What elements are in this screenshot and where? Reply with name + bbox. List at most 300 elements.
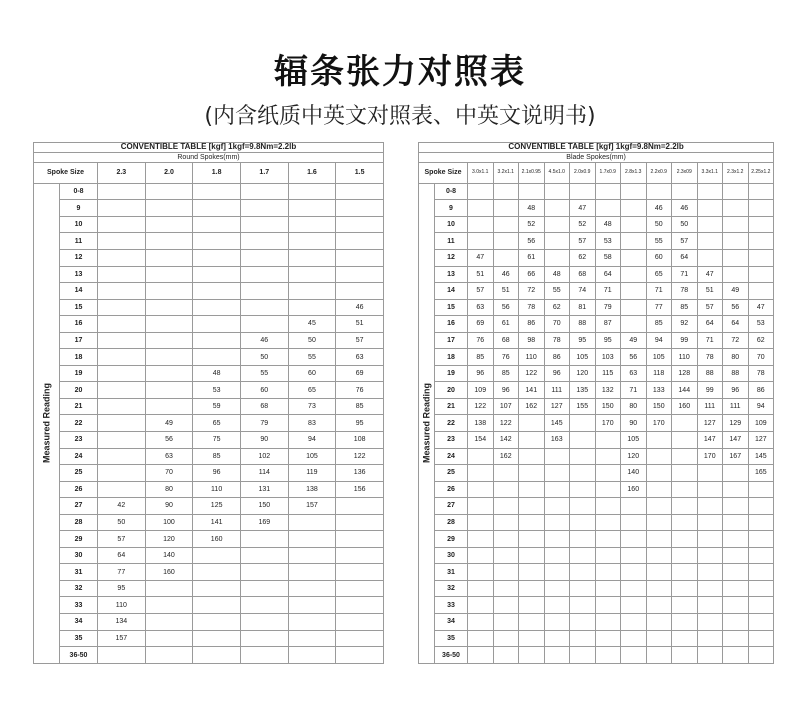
- tension-cell: [621, 283, 647, 300]
- tension-cell: 65: [646, 266, 672, 283]
- tension-cell: 50: [240, 349, 288, 366]
- tension-cell: 167: [723, 448, 749, 465]
- tension-cell: [544, 547, 570, 564]
- tension-cell: [570, 465, 596, 482]
- tension-cell: [621, 498, 647, 515]
- tension-cell: 170: [646, 415, 672, 432]
- tension-cell: [493, 547, 519, 564]
- tension-cell: [468, 498, 494, 515]
- tension-cell: [621, 514, 647, 531]
- tension-cell: 48: [544, 266, 570, 283]
- reading-value: 12: [60, 250, 98, 267]
- tension-cell: [723, 233, 749, 250]
- tension-cell: [98, 415, 146, 432]
- tension-cell: 94: [748, 398, 774, 415]
- tension-cell: [748, 564, 774, 581]
- tension-cell: 56: [493, 299, 519, 316]
- tension-cell: 64: [672, 250, 698, 267]
- tension-cell: 61: [519, 250, 545, 267]
- tension-cell: 51: [468, 266, 494, 283]
- tension-cell: 49: [145, 415, 193, 432]
- tension-cell: 145: [748, 448, 774, 465]
- tension-cell: [240, 200, 288, 217]
- tension-cell: [98, 332, 146, 349]
- tension-cell: [697, 547, 723, 564]
- tension-cell: [98, 398, 146, 415]
- table-row: [419, 415, 774, 432]
- tension-cell: [336, 580, 384, 597]
- tension-cell: [336, 216, 384, 233]
- table-row: [419, 266, 774, 283]
- tension-cell: [697, 614, 723, 631]
- tension-cell: [723, 630, 749, 647]
- table-row: [419, 432, 774, 449]
- reading-value: 13: [435, 266, 468, 283]
- tension-cell: [336, 564, 384, 581]
- tension-cell: [570, 415, 596, 432]
- measured-reading-label: [34, 183, 60, 663]
- tension-cell: 145: [544, 415, 570, 432]
- tension-cell: 57: [570, 233, 596, 250]
- tension-cell: [288, 564, 336, 581]
- tension-cell: [193, 316, 241, 333]
- table-row: [419, 580, 774, 597]
- tension-cell: [748, 481, 774, 498]
- table-row: [34, 547, 384, 564]
- table-subheading: Blade Spokes(mm): [419, 152, 774, 162]
- tension-cell: 46: [336, 299, 384, 316]
- table-row: [419, 299, 774, 316]
- tension-cell: 57: [697, 299, 723, 316]
- tension-cell: [697, 481, 723, 498]
- tension-cell: 95: [570, 332, 596, 349]
- tension-cell: [288, 233, 336, 250]
- tension-cell: [748, 531, 774, 548]
- reading-value: 22: [435, 415, 468, 432]
- tension-cell: [723, 514, 749, 531]
- tension-cell: [493, 647, 519, 664]
- tension-cell: 70: [145, 465, 193, 482]
- reading-value: 36-50: [435, 647, 468, 664]
- tension-cell: [145, 580, 193, 597]
- table-row: [34, 498, 384, 515]
- tension-cell: 78: [697, 349, 723, 366]
- tension-cell: [748, 580, 774, 597]
- tension-cell: 90: [621, 415, 647, 432]
- tension-cell: 64: [697, 316, 723, 333]
- tension-cell: [336, 531, 384, 548]
- reading-value: 19: [60, 365, 98, 382]
- table-row: [34, 630, 384, 647]
- tension-cell: [646, 547, 672, 564]
- tension-cell: [336, 647, 384, 664]
- tension-cell: [493, 498, 519, 515]
- reading-value: 32: [435, 580, 468, 597]
- reading-value: 9: [60, 200, 98, 217]
- table-row: [34, 531, 384, 548]
- tension-cell: [288, 531, 336, 548]
- reading-value: 23: [435, 432, 468, 449]
- tension-cell: [288, 647, 336, 664]
- tension-cell: [336, 498, 384, 515]
- tension-cell: 80: [621, 398, 647, 415]
- tension-cell: 96: [723, 382, 749, 399]
- tension-cell: [570, 630, 596, 647]
- tension-cell: 47: [748, 299, 774, 316]
- tension-cell: 120: [570, 365, 596, 382]
- tension-cell: [697, 498, 723, 515]
- tension-cell: 51: [336, 316, 384, 333]
- tension-cell: 48: [193, 365, 241, 382]
- tension-cell: 85: [672, 299, 698, 316]
- tension-cell: [748, 547, 774, 564]
- reading-value: 11: [435, 233, 468, 250]
- tension-cell: [493, 481, 519, 498]
- tension-cell: 85: [336, 398, 384, 415]
- tension-cell: [672, 432, 698, 449]
- tension-cell: [98, 448, 146, 465]
- spoke-size-header: 4.5x1.0: [544, 162, 570, 183]
- reading-value: 11: [60, 233, 98, 250]
- spoke-size-header: 2.2x0.9: [646, 162, 672, 183]
- tension-cell: 150: [240, 498, 288, 515]
- tension-cell: [672, 415, 698, 432]
- tension-cell: 45: [288, 316, 336, 333]
- tension-cell: [288, 183, 336, 200]
- tension-cell: [595, 448, 621, 465]
- table-row: [419, 547, 774, 564]
- tension-cell: 46: [493, 266, 519, 283]
- tension-cell: [98, 200, 146, 217]
- tension-cell: [748, 216, 774, 233]
- tension-cell: [98, 233, 146, 250]
- tension-cell: [519, 514, 545, 531]
- table-row: [34, 597, 384, 614]
- tension-cell: [98, 647, 146, 664]
- tension-cell: [748, 200, 774, 217]
- tension-cell: 71: [697, 332, 723, 349]
- tension-cell: [544, 200, 570, 217]
- tension-cell: 64: [595, 266, 621, 283]
- tension-cell: [748, 283, 774, 300]
- table-row: [34, 299, 384, 316]
- tension-cell: [519, 465, 545, 482]
- tension-cell: [493, 200, 519, 217]
- tension-cell: [240, 531, 288, 548]
- spoke-size-header: 3.3x1.1: [697, 162, 723, 183]
- tension-cell: [672, 531, 698, 548]
- tension-cell: [723, 580, 749, 597]
- tension-cell: [646, 448, 672, 465]
- spoke-size-header: 2.3x09: [672, 162, 698, 183]
- tension-cell: [519, 547, 545, 564]
- tension-cell: [519, 183, 545, 200]
- tension-cell: 105: [570, 349, 596, 366]
- tension-cell: [145, 200, 193, 217]
- tension-cell: 86: [519, 316, 545, 333]
- table-subheading-row: [419, 152, 774, 162]
- tension-cell: [145, 349, 193, 366]
- table-heading: CONVENTIBLE TABLE [kgf] 1kgf=9.8Nm=2.2lb: [419, 143, 774, 153]
- tension-cell: 170: [595, 415, 621, 432]
- tension-cell: 154: [468, 432, 494, 449]
- table-row: [419, 448, 774, 465]
- tension-cell: 78: [544, 332, 570, 349]
- tension-cell: [595, 432, 621, 449]
- tension-cell: 114: [240, 465, 288, 482]
- tension-cell: [595, 514, 621, 531]
- table-row: [419, 614, 774, 631]
- tension-cell: [145, 365, 193, 382]
- spoke-size-header: 1.8: [193, 162, 241, 183]
- reading-value: 12: [435, 250, 468, 267]
- reading-value: 19: [435, 365, 468, 382]
- tension-cell: [621, 200, 647, 217]
- tension-cell: 96: [544, 365, 570, 382]
- tension-cell: 96: [193, 465, 241, 482]
- reading-value: 14: [435, 283, 468, 300]
- tension-cell: [468, 514, 494, 531]
- tension-cell: 122: [519, 365, 545, 382]
- table-row: [419, 216, 774, 233]
- tension-cell: 138: [468, 415, 494, 432]
- tension-cell: 156: [336, 481, 384, 498]
- tension-cell: 90: [240, 432, 288, 449]
- tension-cell: [544, 481, 570, 498]
- tension-cell: 50: [98, 514, 146, 531]
- tension-cell: 90: [145, 498, 193, 515]
- tension-cell: [98, 349, 146, 366]
- table-row: [34, 647, 384, 664]
- tension-cell: 48: [519, 200, 545, 217]
- tension-cell: [288, 597, 336, 614]
- table-row: [419, 481, 774, 498]
- tension-cell: 60: [646, 250, 672, 267]
- tension-cell: 169: [240, 514, 288, 531]
- tension-cell: [544, 531, 570, 548]
- tension-cell: [697, 465, 723, 482]
- tension-cell: 80: [145, 481, 193, 498]
- tension-cell: 63: [336, 349, 384, 366]
- table-row: [34, 332, 384, 349]
- tension-cell: 95: [98, 580, 146, 597]
- measured-reading-text: Measured Reading: [41, 383, 51, 464]
- tension-cell: 55: [288, 349, 336, 366]
- tension-cell: [544, 183, 570, 200]
- tension-cell: 109: [748, 415, 774, 432]
- tension-cell: 111: [723, 398, 749, 415]
- table-row: [419, 250, 774, 267]
- tension-cell: 107: [493, 398, 519, 415]
- tension-cell: 147: [723, 432, 749, 449]
- tension-cell: 59: [193, 398, 241, 415]
- tension-cell: [570, 183, 596, 200]
- tension-cell: 99: [672, 332, 698, 349]
- table-row: [34, 250, 384, 267]
- spoke-size-header: 2.25x1.2: [748, 162, 774, 183]
- tension-cell: 108: [336, 432, 384, 449]
- tension-cell: [145, 266, 193, 283]
- tension-cell: 83: [288, 415, 336, 432]
- tension-cell: [748, 630, 774, 647]
- table-row: [419, 382, 774, 399]
- table-row: [419, 465, 774, 482]
- tension-cell: 48: [595, 216, 621, 233]
- tension-cell: [519, 432, 545, 449]
- tension-cell: [595, 465, 621, 482]
- tension-cell: [468, 547, 494, 564]
- tension-cell: 94: [288, 432, 336, 449]
- tension-cell: [621, 580, 647, 597]
- tension-cell: 78: [672, 283, 698, 300]
- reading-value: 24: [60, 448, 98, 465]
- tension-cell: [748, 597, 774, 614]
- tension-cell: [193, 233, 241, 250]
- tension-cell: [240, 266, 288, 283]
- tension-cell: [468, 531, 494, 548]
- tension-cell: [145, 316, 193, 333]
- tension-cell: [621, 266, 647, 283]
- tension-cell: [468, 183, 494, 200]
- tension-cell: 155: [570, 398, 596, 415]
- tension-cell: [621, 647, 647, 664]
- tension-cell: 86: [748, 382, 774, 399]
- tension-cell: [98, 183, 146, 200]
- tension-cell: [544, 465, 570, 482]
- tension-cell: [697, 233, 723, 250]
- reading-value: 0-8: [60, 183, 98, 200]
- table-row: [34, 183, 384, 200]
- tension-cell: [697, 630, 723, 647]
- tension-cell: [193, 349, 241, 366]
- tension-cell: 165: [748, 465, 774, 482]
- tension-cell: [723, 216, 749, 233]
- reading-value: 25: [435, 465, 468, 482]
- tension-cell: [595, 580, 621, 597]
- tension-cell: 66: [519, 266, 545, 283]
- reading-value: 24: [435, 448, 468, 465]
- spoke-size-label: Spoke Size: [34, 162, 98, 183]
- tension-cell: [697, 564, 723, 581]
- tension-cell: 69: [468, 316, 494, 333]
- table-row: [34, 614, 384, 631]
- tension-cell: [98, 316, 146, 333]
- spoke-size-header: 1.7x0.9: [595, 162, 621, 183]
- tension-cell: [468, 448, 494, 465]
- tension-cell: [519, 448, 545, 465]
- tension-cell: [288, 250, 336, 267]
- tension-cell: 122: [336, 448, 384, 465]
- tension-cell: 58: [595, 250, 621, 267]
- tension-cell: 96: [468, 365, 494, 382]
- tension-cell: [240, 283, 288, 300]
- tension-cell: [646, 432, 672, 449]
- tension-cell: [544, 597, 570, 614]
- tension-cell: [748, 250, 774, 267]
- tension-cell: [748, 614, 774, 631]
- tension-cell: [193, 266, 241, 283]
- tension-cell: [193, 630, 241, 647]
- spoke-size-header: 2.0x0.9: [570, 162, 596, 183]
- tension-cell: 71: [672, 266, 698, 283]
- tension-cell: [646, 580, 672, 597]
- tension-cell: [748, 514, 774, 531]
- tension-cell: [621, 630, 647, 647]
- tension-cell: [98, 250, 146, 267]
- tension-cell: [672, 465, 698, 482]
- tension-cell: [672, 580, 698, 597]
- tension-cell: [288, 514, 336, 531]
- reading-value: 33: [435, 597, 468, 614]
- tension-cell: [336, 597, 384, 614]
- tension-cell: [145, 630, 193, 647]
- tension-cell: [145, 597, 193, 614]
- table-row: [419, 183, 774, 200]
- tension-cell: [723, 183, 749, 200]
- tension-cell: 62: [748, 332, 774, 349]
- tension-cell: 76: [493, 349, 519, 366]
- table-row: [419, 365, 774, 382]
- tension-cell: 56: [145, 432, 193, 449]
- tension-cell: [493, 183, 519, 200]
- table-row: [419, 316, 774, 333]
- reading-value: 17: [435, 332, 468, 349]
- tension-cell: 71: [646, 283, 672, 300]
- tension-cell: 52: [519, 216, 545, 233]
- tension-cell: 170: [697, 448, 723, 465]
- tension-cell: 57: [672, 233, 698, 250]
- reading-value: 20: [435, 382, 468, 399]
- tension-cell: [288, 630, 336, 647]
- table-row: [34, 266, 384, 283]
- tension-cell: [493, 597, 519, 614]
- tension-cell: [193, 299, 241, 316]
- tension-cell: 133: [646, 382, 672, 399]
- tension-cell: [468, 597, 494, 614]
- tension-cell: 88: [723, 365, 749, 382]
- reading-value: 18: [60, 349, 98, 366]
- tension-cell: [288, 266, 336, 283]
- tension-cell: [519, 415, 545, 432]
- tension-cell: [288, 547, 336, 564]
- tension-cell: [98, 283, 146, 300]
- tension-cell: 140: [145, 547, 193, 564]
- tension-cell: [646, 481, 672, 498]
- tension-cell: [336, 547, 384, 564]
- tension-cell: 65: [193, 415, 241, 432]
- tension-cell: 95: [595, 332, 621, 349]
- tension-cell: [288, 614, 336, 631]
- table-row: [34, 564, 384, 581]
- table-row: [34, 365, 384, 382]
- tension-cell: 68: [240, 398, 288, 415]
- tension-cell: [672, 481, 698, 498]
- tension-cell: 64: [723, 316, 749, 333]
- spoke-size-header: 1.7: [240, 162, 288, 183]
- tension-cell: 56: [621, 349, 647, 366]
- table-row: [34, 448, 384, 465]
- tension-cell: [98, 481, 146, 498]
- tension-cell: [336, 630, 384, 647]
- table-row: [34, 200, 384, 217]
- tension-cell: [723, 250, 749, 267]
- tension-cell: 111: [544, 382, 570, 399]
- table-row: [34, 216, 384, 233]
- tension-cell: [570, 498, 596, 515]
- tension-cell: 120: [145, 531, 193, 548]
- tension-cell: [468, 481, 494, 498]
- tension-cell: [621, 250, 647, 267]
